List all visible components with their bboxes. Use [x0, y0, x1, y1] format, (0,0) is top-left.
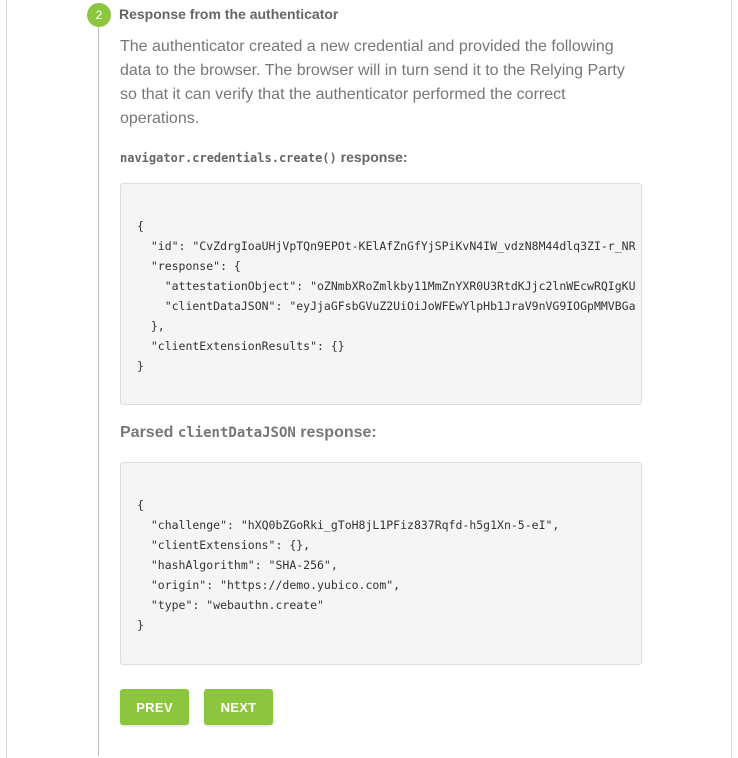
next-button[interactable]: NEXT	[204, 689, 273, 725]
client-data-label-code: clientDataJSON	[177, 425, 296, 441]
client-data-label	[120, 424, 377, 442]
client-data-code-block[interactable]	[120, 462, 642, 665]
create-response-label-text: response:	[336, 149, 408, 165]
step-number-badge: 2	[87, 3, 111, 27]
create-response-code-block[interactable]	[120, 183, 642, 405]
step-description: The authenticator created a new credential and provided the following data to the browser. The browser will in turn send it to the Relying Party so that it can verify that the authenticator performed the correct operations.	[120, 38, 625, 127]
client-data-label-prefix: Parsed	[120, 424, 178, 441]
step-connector-line	[98, 26, 99, 756]
prev-button[interactable]: PREV	[120, 689, 189, 725]
client-data-code: { "challenge": "hXQ0bZGoRki_gToH8jL1PFiz837Rqfd-h5g1Xn-5-eI", "clientExtensions": {}, "hashAlgorithm": "SHA-256", "origin": "https://demo.yubico.com", "type": "webauthn.create" }	[137, 498, 560, 632]
step-title: Response from the authenticator	[119, 6, 339, 22]
create-response-label-code: navigator.credentials.create()	[120, 151, 337, 165]
client-data-label-suffix: response:	[295, 424, 377, 441]
create-response-code: { "id": "CvZdrgIoaUHjVpTQn9EPOt-KElAfZnGfYjSPiKvN4IW_vdzN8M44dlq3ZI-r_NR "response": { "attestationObject": "oZNmbXRoZmlkby11MmZnYXR0U3RtdKJjc2lnWEcwRQIgKU "clientDataJSON": "eyJjaGFsbGVuZ2UiOiJoWFEwYlpHb1JraV9nVG9IOGpMMVBGa }, "clientExtensionResults": {} }	[137, 219, 636, 373]
create-response-label	[120, 149, 408, 165]
